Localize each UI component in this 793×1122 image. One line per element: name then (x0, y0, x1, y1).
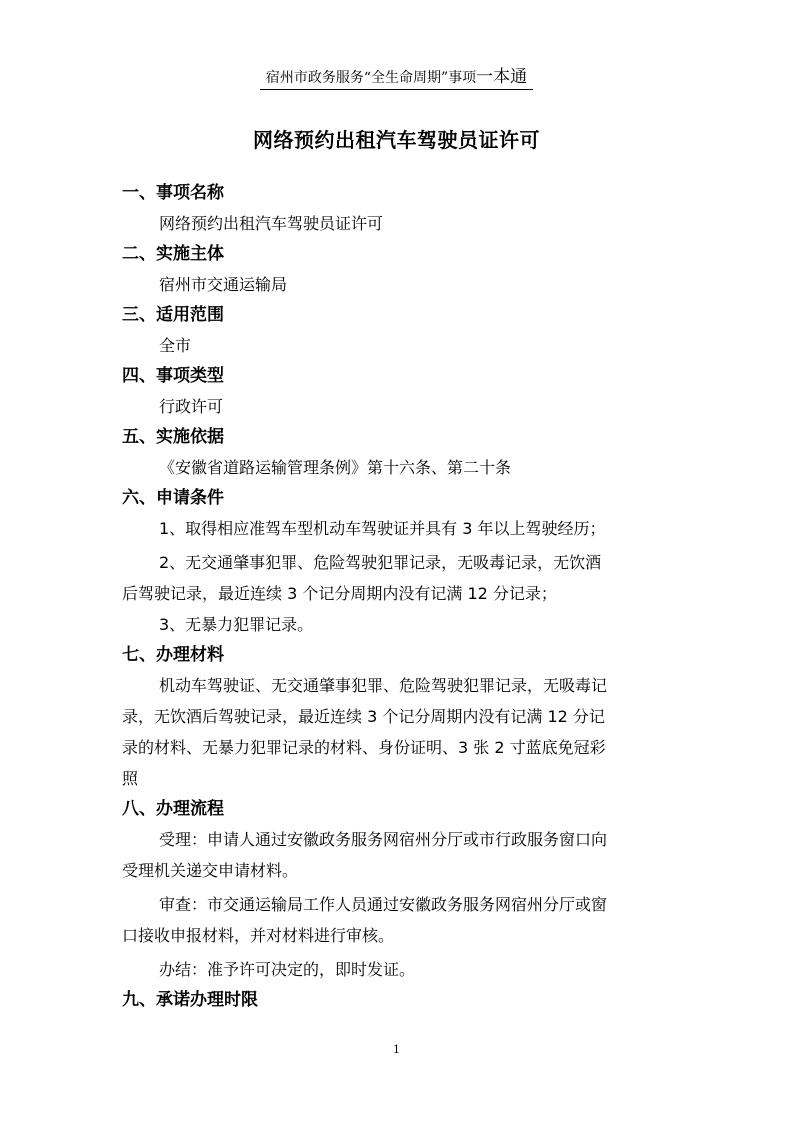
scope-value: 全市 (159, 336, 192, 355)
condition-2-line-1: 2、无交通肇事犯罪、危险驾驶犯罪记录，无吸毒记录，无饮酒 (159, 553, 602, 572)
page-number: 1 (393, 1043, 400, 1056)
materials-line-1: 机动车驾驶证、无交通肇事犯罪、危险驾驶犯罪记录，无吸毒记 (159, 676, 608, 695)
process-review-line-2: 口接收申报材料，并对材料进行审核。 (122, 926, 395, 945)
materials-line-2: 录，无饮酒后驾驶记录，最近连续 3 个记分周期内没有记满 12 分记 (122, 707, 605, 726)
document-body (122, 178, 682, 1015)
item-type-value: 行政许可 (159, 397, 224, 416)
running-header (0, 62, 793, 90)
condition-2-line-2: 后驾驶记录，最近连续 3 个记分周期内没有记满 12 分记录； (122, 584, 557, 603)
header-emphasis: 一本通 (476, 67, 528, 87)
process-accept-line-1: 受理：申请人通过安徽政务服务网宿州分厅或市行政服务窗口向 (159, 830, 608, 849)
process-review-line-1: 审查：市交通运输局工作人员通过安徽政务服务网宿州分厅或窗 (159, 895, 608, 914)
materials-line-4: 照 (122, 769, 139, 788)
section-heading-item-name: 一、事项名称 (122, 183, 224, 203)
section-heading-process: 八、办理流程 (122, 799, 224, 819)
section-heading-implementer: 二、实施主体 (122, 244, 224, 264)
running-header-text (260, 62, 533, 90)
header-main: 宿州市政务服务“全生命周期”事项 (265, 70, 477, 86)
materials-line-3: 录的材料、无暴力犯罪记录的材料、身份证明、3 张 2 寸蓝底免冠彩 (122, 738, 606, 757)
section-heading-scope: 三、适用范围 (122, 305, 224, 325)
condition-1: 1、取得相应准驾车型机动车驾驶证并具有 3 年以上驾驶经历； (159, 519, 606, 538)
section-heading-legal-basis: 五、实施依据 (122, 427, 224, 447)
document-title: 网络预约出租汽车驾驶员证许可 (253, 128, 540, 152)
implementer-value: 宿州市交通运输局 (159, 275, 288, 294)
legal-basis-value: 《安徽省道路运输管理条例》第十六条、第二十条 (159, 458, 512, 477)
condition-3: 3、无暴力犯罪记录。 (159, 615, 314, 634)
section-heading-materials: 七、办理材料 (122, 645, 224, 665)
process-finish: 办结：准予许可决定的，即时发证。 (159, 960, 416, 979)
process-accept-line-2: 受理机关递交申请材料。 (122, 861, 299, 880)
section-heading-conditions: 六、申请条件 (122, 488, 224, 508)
section-heading-item-type: 四、事项类型 (122, 366, 224, 386)
section-heading-time-limit: 九、承诺办理时限 (122, 990, 258, 1010)
item-name-value: 网络预约出租汽车驾驶员证许可 (159, 214, 384, 233)
